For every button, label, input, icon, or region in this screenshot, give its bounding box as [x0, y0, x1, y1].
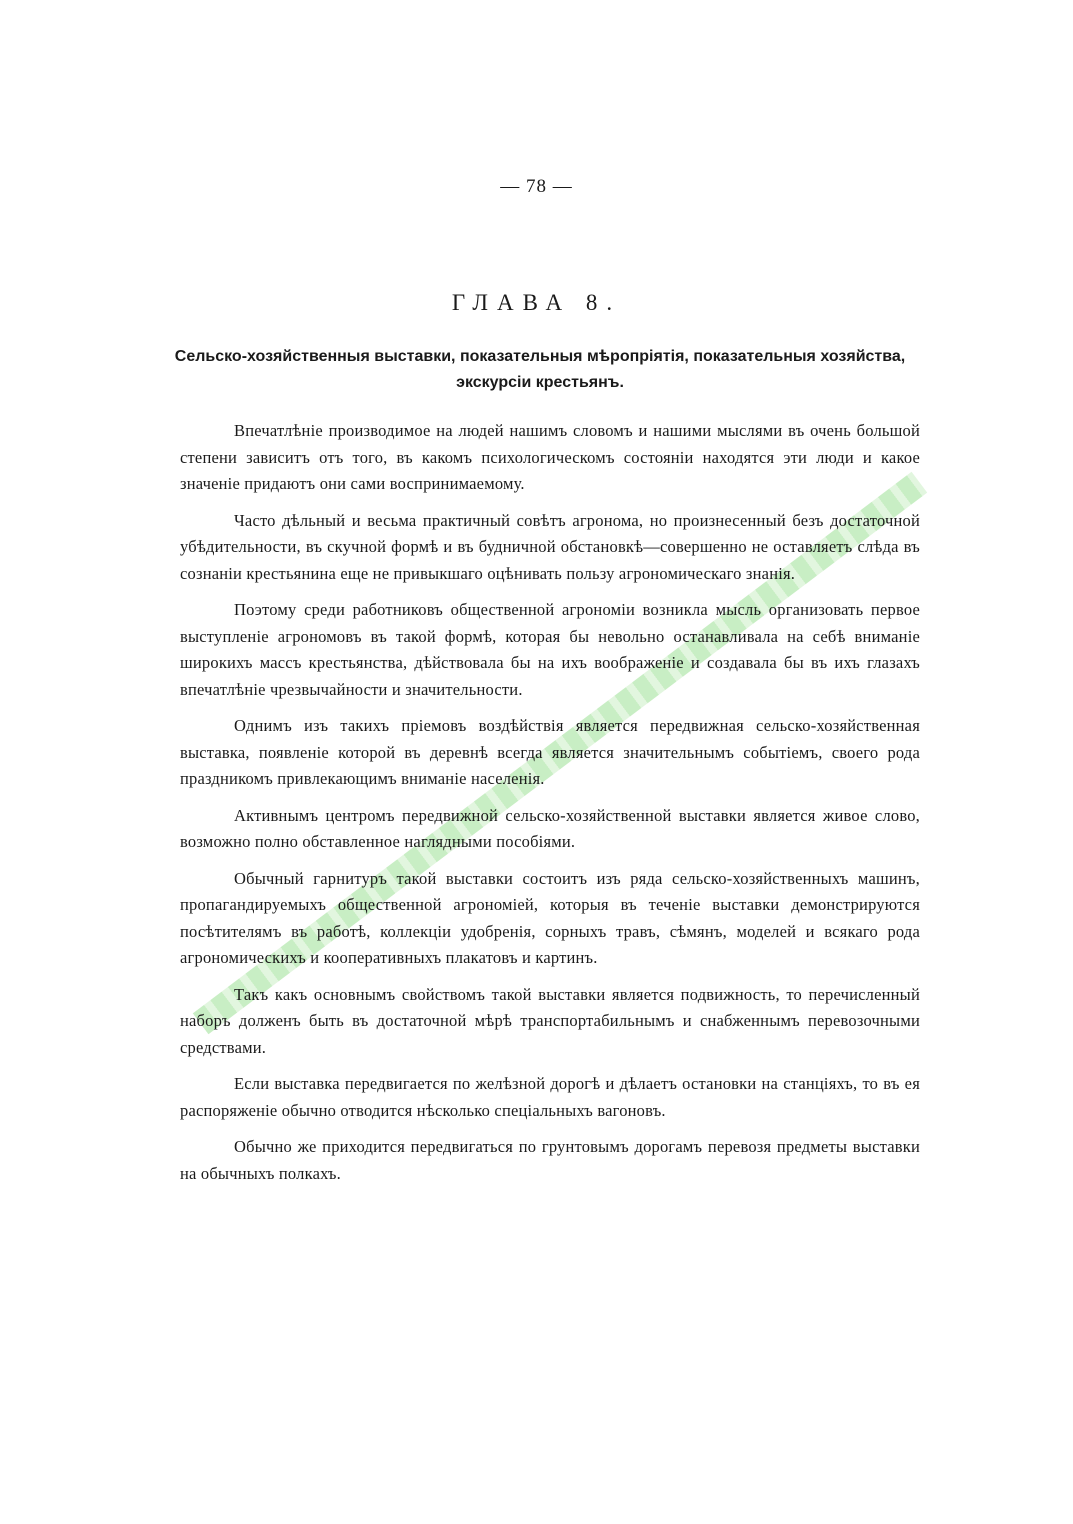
- paragraph: Обычный гарнитуръ такой выставки состоитъ изъ ряда сельско-хозяйственныхъ машинъ, пропагандируемыхъ общественной агрономіей, которыя въ теченіе выставки демонстрируются посѣтителямъ въ работѣ, коллекціи удобренія, сорныхъ травъ, сѣмянъ, моделей и всякаго рода агрономическихъ и кооперативныхъ плакатовъ и картинъ.: [180, 868, 920, 967]
- paragraph: Поэтому среди работниковъ общественной агрономіи возникла мысль организовать первое выступленіе агрономовъ въ такой формѣ, которая бы невольно останавливала на себѣ вниманіе широкихъ массъ крестьянства, дѣйствовала бы на ихъ воображеніе и создавала бы въ ихъ глазахъ впечатлѣніе чрезвычайности и значительности.: [180, 600, 920, 699]
- paragraph: Если выставка передвигается по желѣзной дорогѣ и дѣлаетъ остановки на станціяхъ, то въ ея распоряженіе обычно отводится нѣсколько спеціальныхъ вагоновъ.: [180, 1074, 920, 1120]
- chapter-title: ГЛАВА 8.: [451, 290, 622, 315]
- paragraph: Часто дѣльный и весьма практичный совѣтъ агронома, но произнесенный безъ достаточной убѣдительности, въ скучной формѣ и въ будничной обстановкѣ—совершенно не оставляетъ слѣда въ сознаніи крестьянина еще не привыкшаго оцѣнивать пользу агрономическаго знанія.: [180, 510, 920, 583]
- paragraph: Активнымъ центромъ передвижной сельско-хозяйственной выставки является живое слово, возможно полно обставленное наглядными пособіями.: [180, 805, 920, 851]
- paragraph: Впечатлѣніе производимое на людей нашимъ словомъ и нашими мыслями въ очень большой степени зависитъ отъ того, въ какомъ психологическомъ состояніи находятся эти люди и какое значеніе придаютъ они сами воспринимаемому.: [180, 421, 920, 493]
- chapter-subtitle: Сельско-хозяйственныя выставки, показательныя мѣропріятія, показательныя хозяйства, экскурсіи крестьянъ.: [174, 348, 906, 391]
- paragraph: Обычно же приходится передвигаться по грунтовымъ дорогамъ перевозя предметы выставки на обычныхъ полкахъ.: [180, 1137, 920, 1183]
- page-number: — 78 —: [500, 176, 573, 197]
- paragraph: Такъ какъ основнымъ свойствомъ такой выставки является подвижность, то перечисленный наборъ долженъ быть въ достаточной мѣрѣ транспортабильнымъ и снабженнымъ перевозочными средствами.: [180, 984, 920, 1057]
- paragraph: Однимъ изъ такихъ пріемовъ воздѣйствія является передвижная сельско-хозяйственная выставка, появленіе которой въ деревнѣ всегда является значительнымъ событіемъ, своего рода праздникомъ привлекающимъ вниманіе населенія.: [180, 716, 920, 788]
- body-text: [180, 418, 920, 1197]
